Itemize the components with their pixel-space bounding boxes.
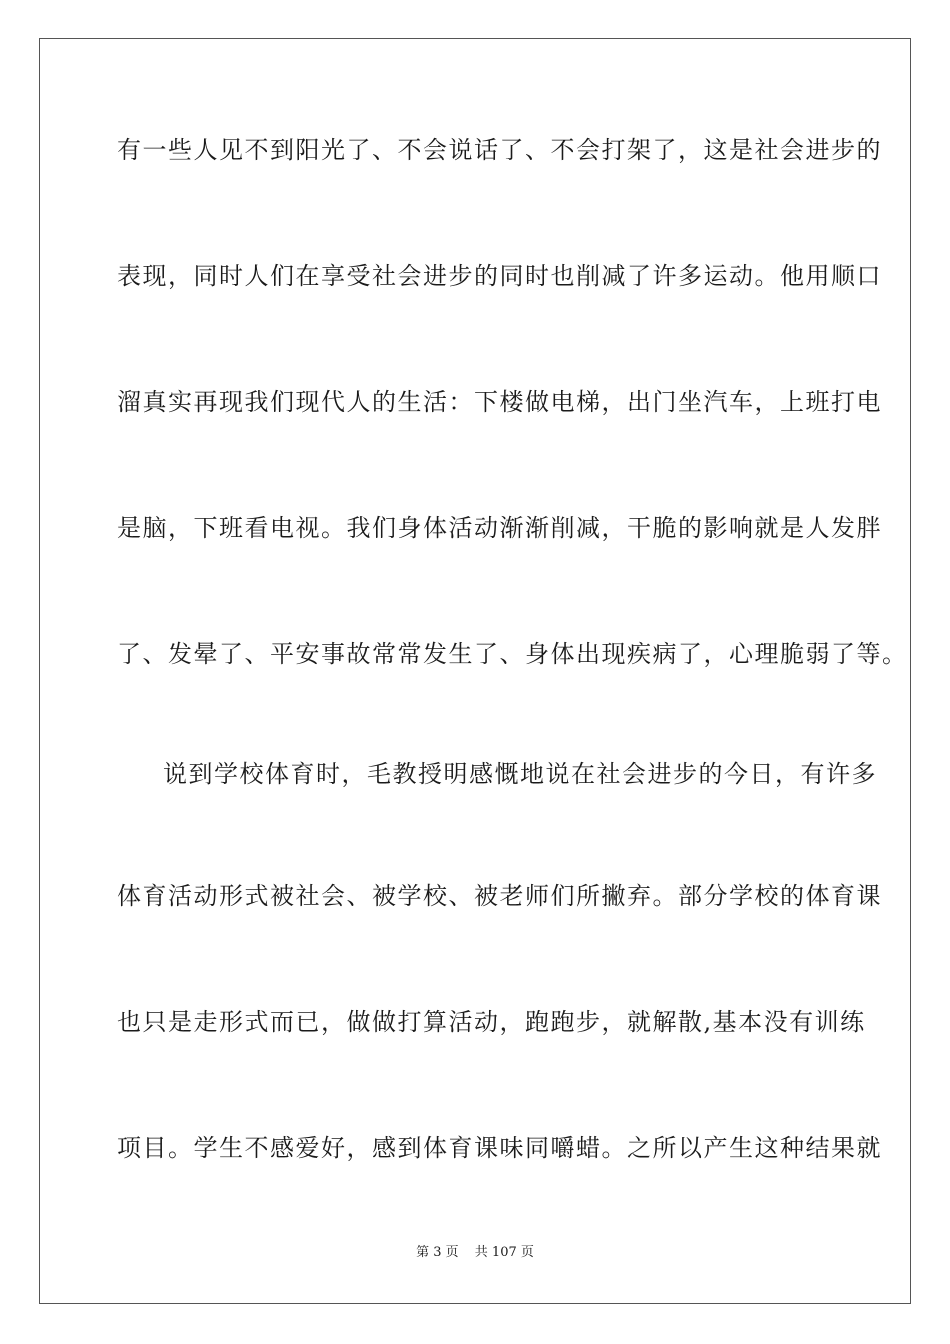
text-line: 有一些人见不到阳光了、不会说话了、不会打架了，这是社会进步的 — [117, 136, 882, 164]
text-line: 也只是走形式而已，做做打算活动，跑跑步，就解散,基本没有训练 — [117, 1008, 866, 1036]
page-border — [39, 38, 911, 1304]
text-line: 溜真实再现我们现代人的生活：下楼做电梯，出门坐汽车，上班打电 — [117, 388, 882, 416]
text-line: 说到学校体育时，毛教授明感慨地说在社会进步的今日，有许多 — [163, 760, 877, 788]
page-number: 第 3 页 — [416, 1245, 459, 1260]
text-line: 是脑，下班看电视。我们身体活动渐渐削减，干脆的影响就是人发胖 — [117, 514, 882, 542]
text-line: 表现，同时人们在享受社会进步的同时也削减了许多运动。他用顺口 — [117, 262, 882, 290]
text-line: 项目。学生不感爱好，感到体育课味同嚼蜡。之所以产生这种结果就 — [117, 1134, 882, 1162]
page-footer — [0, 1245, 950, 1261]
text-line: 了、发晕了、平安事故常常发生了、身体出现疾病了，心理脆弱了等。 — [117, 640, 908, 668]
page-total: 共 107 页 — [474, 1245, 534, 1260]
text-line: 体育活动形式被社会、被学校、被老师们所撇弃。部分学校的体育课 — [117, 882, 882, 910]
